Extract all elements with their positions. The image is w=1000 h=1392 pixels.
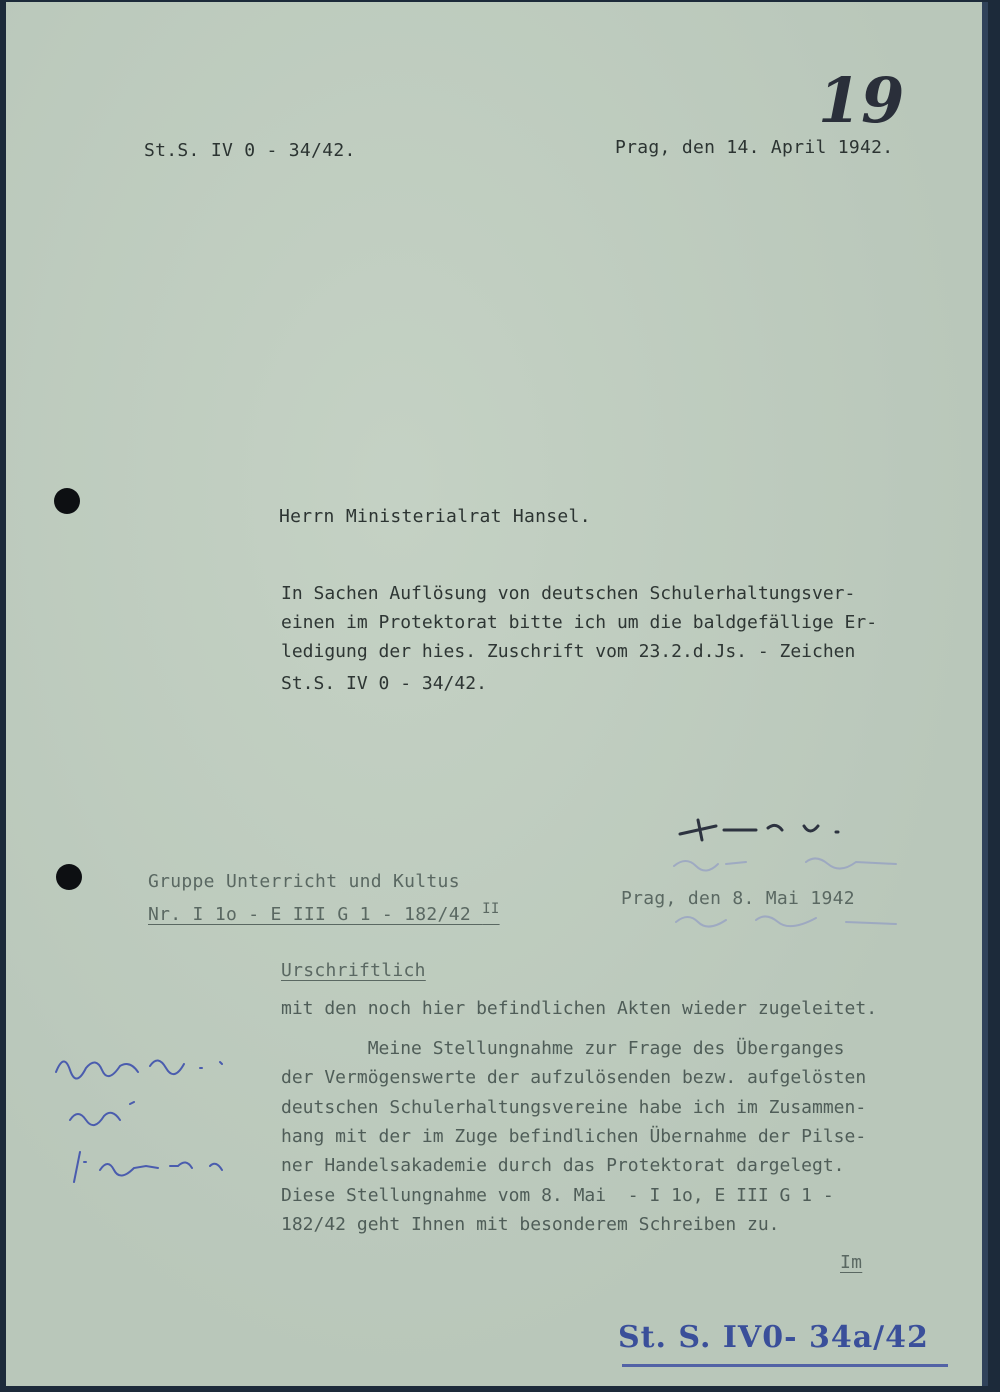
- body-line: einen im Protektorat bitte ich um die baldgefällige Er-: [281, 612, 878, 633]
- reply-line: hang mit der im Zuge befindlichen Übernahme der Pilse-: [281, 1126, 867, 1147]
- registry-stamp: St. S. IV0- 34a/42: [618, 1320, 929, 1355]
- body-line: In Sachen Auflösung von deutschen Schulerhaltungsver-: [281, 583, 856, 604]
- punch-hole-bottom: [56, 864, 82, 890]
- place-date: Prag, den 14. April 1942.: [615, 137, 894, 158]
- body-line: ledigung der hies. Zuschrift vom 23.2.d.Js. - Zeichen: [281, 641, 856, 662]
- reply-closing: Im: [840, 1252, 863, 1273]
- reply-line: Diese Stellungnahme vom 8. Mai - I 1o, E III G 1 -: [281, 1185, 834, 1206]
- margin-note-handwritten: [50, 1042, 250, 1192]
- reply-line: 182/42 geht Ihnen mit besonderem Schreiben zu.: [281, 1214, 780, 1235]
- reply-line: Meine Stellungnahme zur Frage des Überganges: [281, 1038, 845, 1059]
- stamp-underline: [622, 1364, 948, 1367]
- reply-number-superscript: II: [482, 901, 500, 917]
- reply-line: mit den noch hier befindlichen Akten wieder zugeleitet.: [281, 998, 878, 1019]
- page-number-handwritten: 19: [818, 64, 905, 137]
- addressee: Herrn Ministerialrat Hansel.: [279, 506, 591, 527]
- punch-hole-top: [54, 488, 80, 514]
- reply-heading: Urschriftlich: [281, 960, 426, 981]
- reply-group: Gruppe Unterricht und Kultus: [148, 871, 460, 892]
- reply-number: [148, 901, 500, 925]
- reference-number: St.S. IV 0 - 34/42.: [144, 140, 356, 161]
- body-line: St.S. IV 0 - 34/42.: [281, 673, 487, 694]
- reply-line: ner Handelsakademie durch das Protektorat dargelegt.: [281, 1155, 845, 1176]
- reply-line: deutschen Schulerhaltungsvereine habe ich im Zusammen-: [281, 1097, 867, 1118]
- document-page: [6, 2, 988, 1386]
- signature-scribble: [676, 814, 856, 844]
- reply-place-date: Prag, den 8. Mai 1942: [621, 888, 855, 909]
- reply-number-text: Nr. I 1o - E III G 1 - 182/42: [148, 904, 471, 925]
- faint-handwriting-near-date: [666, 852, 906, 932]
- reply-line: der Vermögenswerte der aufzulösenden bezw. aufgelösten: [281, 1067, 867, 1088]
